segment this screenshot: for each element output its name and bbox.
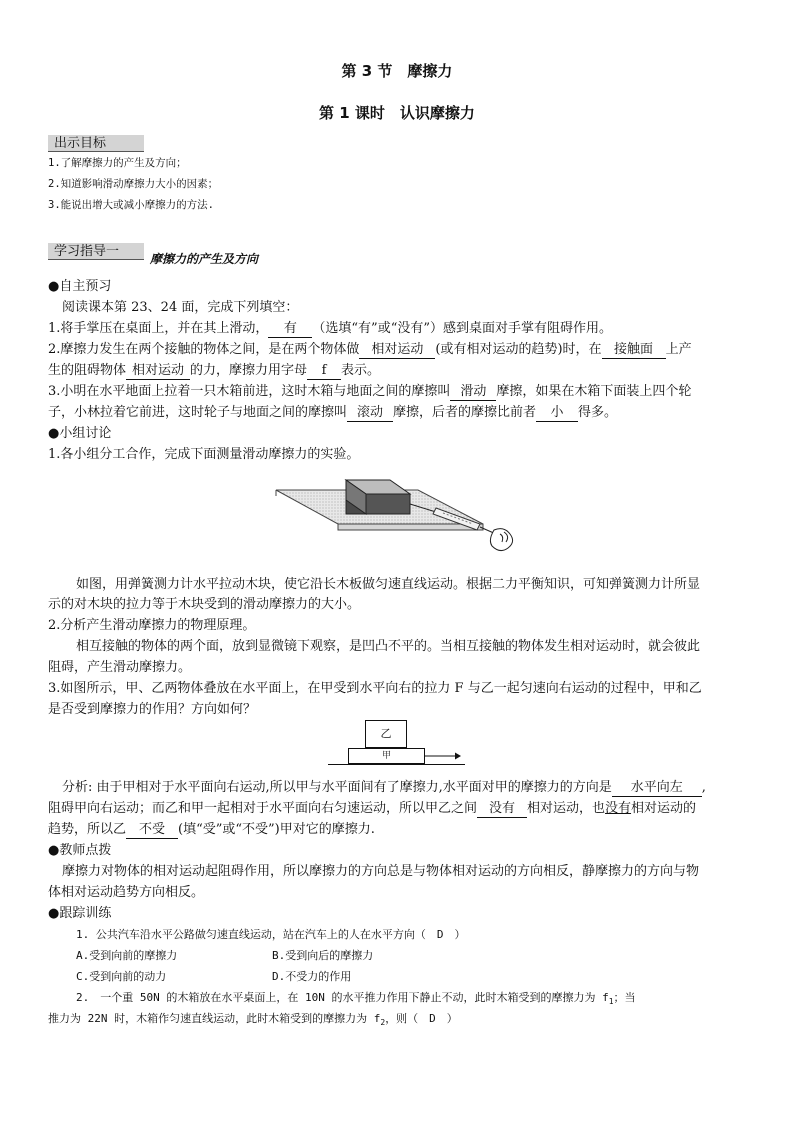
option-b: B.受到向后的摩擦力	[272, 949, 374, 962]
objective-item: 2.知道影响滑动摩擦力大小的因素；	[48, 178, 219, 190]
practice-heading: ●跟踪训练	[48, 906, 112, 921]
guide-title: 摩擦力的产生及方向	[150, 252, 259, 266]
text: 摩擦，如果在木箱下面装上四个轮	[496, 384, 692, 399]
analysis-line-2	[48, 800, 696, 818]
text: 子，小林拉着它前进，这时轮子与地面之间的摩擦叫	[48, 405, 348, 420]
option-a: A.受到向前的摩擦力	[76, 949, 178, 962]
answer-blank: 有	[268, 321, 312, 338]
preview-question-3-cont	[48, 404, 617, 422]
preview-question-2-cont	[48, 362, 380, 380]
text: (填“受”或“不受”)甲对它的摩擦力.	[178, 822, 375, 837]
section-title: 第 3 节 摩擦力	[341, 62, 453, 80]
discussion-question-2: 2.分析产生滑动摩擦力的物理原理。	[48, 618, 256, 633]
answer-blank: 没有	[477, 801, 527, 818]
text: ,	[701, 780, 706, 795]
experiment-text-2: 示的对木块的拉力等于木块受到的滑动摩擦力的大小。	[48, 597, 361, 612]
text: 得多。	[578, 405, 618, 420]
text: 3.小明在水平地面上拉着一只木箱前进，这时木箱与地面之间的摩擦叫	[48, 384, 451, 399]
text: 趋势，所以乙	[48, 822, 127, 837]
subscript: 2	[380, 1018, 386, 1028]
analysis-line-1	[62, 779, 706, 797]
text: ；当	[613, 991, 636, 1004]
teacher-heading: ●教师点拨	[48, 843, 112, 858]
text: ，则（ D ）	[385, 1012, 458, 1025]
subscript: 1	[608, 997, 614, 1007]
text: (或有相对运动的趋势)时，在	[435, 342, 602, 357]
preview-intro: 阅读课本第 23、24 面，完成下列填空：	[62, 300, 299, 315]
answer-blank: 滑动	[450, 384, 496, 401]
text: 阻碍甲向右运动；而乙和甲一起相对于水平面向右匀速运动，所以甲乙之间	[48, 801, 478, 816]
text: 的力，摩擦力用字母	[190, 363, 308, 378]
objective-item: 1.了解摩擦力的产生及方向；	[48, 157, 187, 169]
text: 推力为 22N 时，木箱作匀速直线运动，此时木箱受到的摩擦力为 f	[48, 1012, 381, 1025]
text: 2. 一个重 50N 的木箱放在水平桌面上，在 10N 的水平推力作用下静止不动，此时木箱受到的摩擦力为 f	[76, 991, 609, 1004]
objective-item: 3.能说出增大或减小摩擦力的方法.	[48, 199, 214, 211]
experiment-text-1: 如图，用弹簧测力计水平拉动木块，使它沿长木板做匀速直线运动。根据二力平衡知识，可知弹簧测力计所显	[76, 577, 701, 592]
answer-blank: f	[307, 363, 341, 380]
answer-blank: 不受	[126, 822, 178, 839]
text: 上产	[665, 342, 692, 357]
teacher-text-1: 摩擦力对物体的相对运动起阻碍作用，所以摩擦力的方向总是与物体相对运动的方向相反，静摩擦力的方向与物	[62, 864, 700, 879]
guide-label: 学习指导一	[48, 243, 144, 260]
discussion-question-3: 3.如图所示，甲、乙两物体叠放在水平面上，在甲受到水平向右的拉力 F 与乙一起匀速向右运动的过程中，甲和乙	[48, 681, 702, 696]
analysis-line-3	[48, 821, 375, 839]
friction-experiment-illustration	[268, 468, 526, 564]
practice-question-1: 1. 公共汽车沿水平公路做匀速直线运动，站在汽车上的人在水平方向（ D ）	[76, 928, 466, 941]
preview-question-2	[48, 341, 692, 359]
text: 生的阻碍物体	[48, 363, 127, 378]
practice-question-2	[76, 989, 636, 1011]
answer-blank: 接触面	[602, 342, 666, 359]
text: 分析: 由于甲相对于水平面向右运动,所以甲与水平面间有了摩擦力,水平面对甲的摩擦力的方向是	[62, 780, 612, 795]
teacher-text-2: 体相对运动趋势方向相反。	[48, 885, 205, 900]
discussion-heading: ●小组讨论	[48, 426, 112, 441]
objectives-label: 出示目标	[48, 135, 144, 152]
text: 1.将手掌压在桌面上，并在其上滑动，	[48, 321, 269, 336]
text: 相对运动，也	[527, 801, 606, 816]
preview-question-1	[48, 320, 612, 338]
answer-blank: 相对运动	[126, 363, 190, 380]
discussion-question-1: 1.各小组分工合作，完成下面测量滑动摩擦力的实验。	[48, 447, 360, 462]
text: 2.摩擦力发生在两个接触的物体之间，是在两个物体做	[48, 342, 360, 357]
practice-question-2-cont	[48, 1010, 458, 1032]
ground-line	[328, 764, 465, 765]
preview-question-3	[48, 383, 691, 401]
text: 相对运动的	[631, 801, 697, 816]
discussion-question-3-cont: 是否受到摩擦力的作用？方向如何？	[48, 702, 257, 717]
answer-blank: 相对运动	[359, 342, 435, 359]
principle-text-1: 相互接触的物体的两个面，放到显微镜下观察，是凹凸不平的。当相互接触的物体发生相对运动时，就会彼此	[76, 639, 701, 654]
answer-blank: 水平向左	[612, 780, 702, 797]
option-c: C.受到向前的动力	[76, 970, 167, 983]
block-yi: 乙	[365, 720, 407, 748]
force-arrow-icon	[425, 751, 461, 761]
principle-text-2: 阻碍，产生滑动摩擦力。	[48, 660, 192, 675]
text: 摩擦，后者的摩擦比前者	[393, 405, 537, 420]
answer-blank: 滚动	[347, 405, 393, 422]
underlined-text: 没有	[605, 801, 632, 816]
lesson-title: 第 1 课时 认识摩擦力	[319, 104, 475, 122]
text: （选填“有”或“没有”）感到桌面对手掌有阻碍作用。	[312, 321, 612, 336]
answer-blank: 小	[536, 405, 578, 422]
block-jia: 甲	[348, 748, 425, 764]
text: 表示。	[341, 363, 381, 378]
option-d: D.不受力的作用	[272, 970, 352, 983]
preview-heading: ●自主预习	[48, 279, 112, 294]
